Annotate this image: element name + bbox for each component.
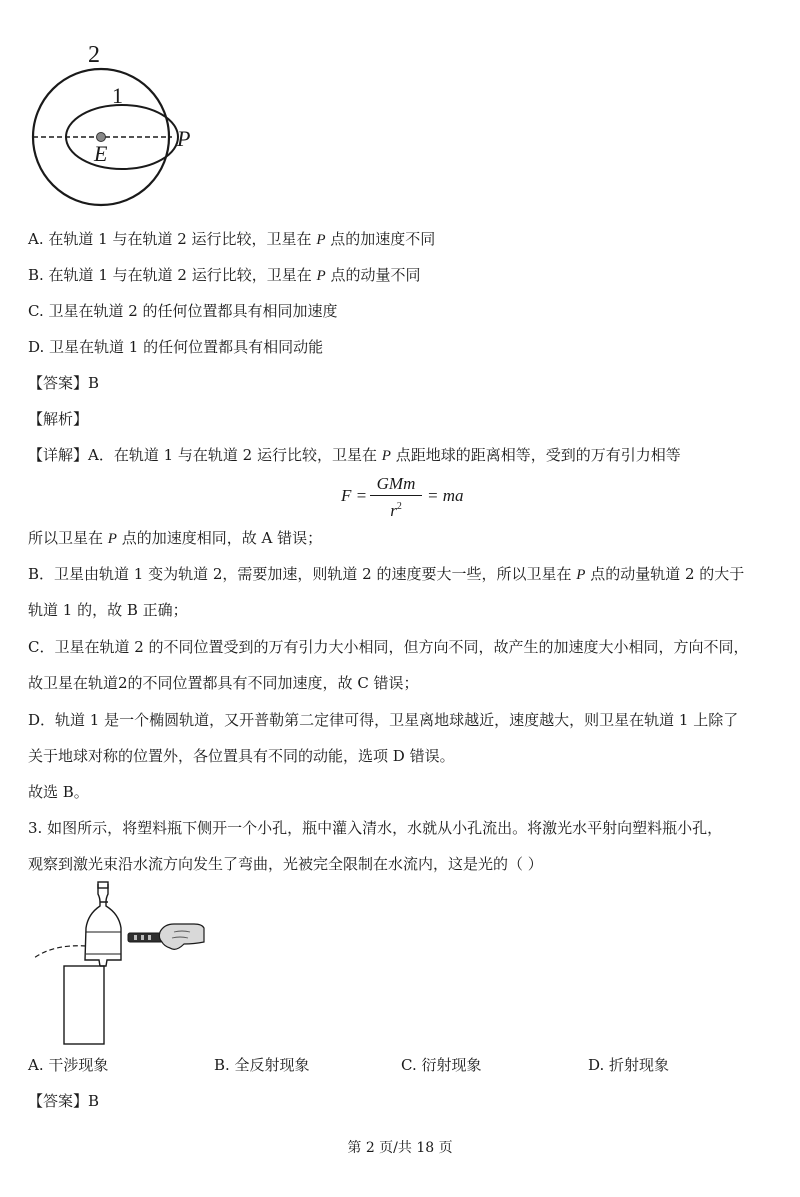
conc-a-var: P	[107, 531, 117, 547]
option-b-text: B. 在轨道 1 与在轨道 2 运行比较，卫星在	[28, 266, 317, 284]
option-a-var: P	[316, 232, 326, 248]
conc-a-suffix: 点的加速度相同，故 A 错误；	[116, 529, 323, 547]
orbit-2-label: 2	[88, 42, 100, 68]
detail-a-suffix: 点距地球的距离相等，受到的万有引力相等	[390, 446, 681, 464]
q2-detail-c-line1: C．卫星在轨道 2 的不同位置受到的万有引力大小相同，但方向不同，故产生的加速度大小相同，方向不同，	[28, 638, 749, 656]
q3-stem-line2: 观察到激光束沿水流方向发生了弯曲，光被完全限制在水流内，这是光的（ ）	[28, 855, 543, 873]
laser-pointer	[128, 933, 164, 942]
formula-fraction	[370, 474, 422, 521]
detail-a-var: P	[381, 448, 391, 464]
detail-b-suffix: 点的动量轨道 2 的大于	[585, 565, 745, 583]
formula-numerator: GMm	[376, 474, 416, 493]
q2-detail-c-line2: 故卫星在轨道2的不同位置都具有不同加速度，故 C 错误；	[28, 674, 419, 692]
stand-block	[64, 966, 104, 1044]
q2-detail-b-line1	[28, 564, 744, 585]
option-a-text: A. 在轨道 1 与在轨道 2 运行比较，卫星在	[28, 230, 317, 248]
orbit-1-label: 1	[112, 83, 123, 108]
denominator-exponent: 2	[396, 501, 402, 512]
q2-analysis-title: 【解析】	[28, 410, 89, 428]
detail-b-var: P	[576, 567, 586, 583]
fraction-bar	[370, 495, 422, 496]
q2-detail-b-line2: 轨道 1 的，故 B 正确；	[28, 601, 188, 619]
detail-a-text: 【详解】A．在轨道 1 与在轨道 2 运行比较，卫星在	[28, 446, 382, 464]
gravitation-formula	[338, 474, 478, 518]
orbit-diagram	[20, 30, 220, 210]
formula-denominator	[370, 497, 422, 521]
q2-conclusion: 故选 B。	[28, 783, 89, 801]
q2-option-c: C. 卫星在轨道 2 的任何位置都具有相同加速度	[28, 302, 338, 320]
q2-option-a	[28, 229, 435, 250]
q2-detail-d-line2: 关于地球对称的位置外，各位置具有不同的动能，选项 D 错误。	[28, 747, 455, 765]
water-stream	[34, 946, 86, 958]
formula-lhs: F =	[341, 486, 368, 505]
q2-detail-a	[28, 445, 681, 466]
q3-answer: 【答案】B	[28, 1092, 100, 1110]
q3-option-d: D. 折射现象	[588, 1056, 670, 1074]
formula-rhs: = ma	[427, 486, 464, 505]
plastic-bottle	[85, 882, 121, 966]
conc-a-text: 所以卫星在	[28, 529, 108, 547]
page-footer: 第 2 页/共 18 页	[347, 1140, 453, 1156]
option-a-suffix: 点的加速度不同	[325, 230, 436, 248]
q2-detail-a-conclusion	[28, 528, 322, 549]
q3-option-c: C. 衍射现象	[401, 1056, 482, 1074]
option-b-var: P	[316, 268, 326, 284]
q2-option-d: D. 卫星在轨道 1 的任何位置都具有相同动能	[28, 338, 324, 356]
q2-answer: 【答案】B	[28, 374, 100, 392]
q2-option-b	[28, 265, 420, 286]
q3-stem-line1: 3. 如图所示，将塑料瓶下侧开一个小孔，瓶中灌入清水，水就从小孔流出。将激光水平射向塑料瓶小孔，	[28, 819, 723, 837]
earth-label: E	[94, 141, 108, 166]
denominator-var: r	[390, 501, 397, 520]
q3-option-b: B. 全反射现象	[214, 1056, 310, 1074]
q2-detail-d-line1: D．轨道 1 是一个椭圆轨道，又开普勒第二定律可得，卫星离地球越近，速度越大，则卫星在轨道 1 上除了	[28, 711, 739, 729]
point-p-label: P	[177, 126, 191, 151]
q3-option-a: A. 干涉现象	[28, 1056, 109, 1074]
detail-b-text: B．卫星由轨道 1 变为轨道 2，需要加速，则轨道 2 的速度要大一些，所以卫星在	[28, 565, 577, 583]
option-b-suffix: 点的动量不同	[325, 266, 421, 284]
bottle-laser-figure	[24, 880, 214, 1045]
